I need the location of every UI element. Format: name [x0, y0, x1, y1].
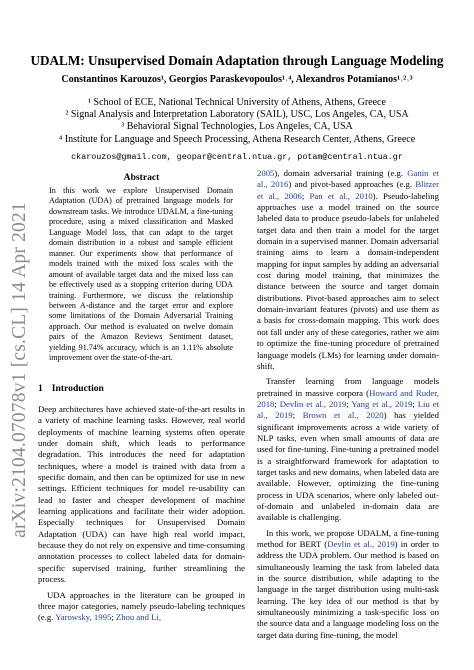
paragraph-text: ) in order to address the UDA problem. Our method is based on simultaneously learning the task from labeled data in the source distribution, while adapting to the language in the target distribution using multi-task learning. The key idea of our method is that by simultaneously minimizing a task-specific loss on the source data and a language modeling loss on the target data during fine-tuning, the model — [257, 539, 439, 640]
separator: ; — [412, 398, 418, 409]
arxiv-identifier: arXiv:2104.07078v1 [cs.CL] 14 Apr 2021 — [9, 202, 31, 538]
abstract-heading: Abstract — [123, 172, 160, 183]
affiliation: ¹ School of ECE, National Technical University of Athens, Athens, Greece — [88, 97, 386, 108]
introduction-right-column — [257, 168, 439, 641]
paragraph — [257, 376, 439, 523]
section-heading-introduction — [38, 383, 104, 394]
citation-link[interactable]: Howard and Ruder, 2018 — [257, 387, 439, 409]
separator: ; — [292, 410, 303, 421]
citation-link[interactable]: Devlin et al., 2019 — [327, 539, 395, 549]
separator: ; — [274, 398, 280, 409]
paragraph-text: ). Pseudo-labeling approaches use a model trained on the source labeled data to produce pseudo-labels for unlabeled target data and then train a model for the target domain in a supervised manner. Domain adversarial training aims to learn a domain-independent mapping for input samples by adding an adversarial cost during model training, that minimizes the distance between the source and target domain distributions. Pivot-based approaches aim to select domain-invariant features (pivots) and use them as a basis for cross-domain mapping. This work does not fall under any of these categories, rather we aim to optimize the fine-tuning procedure of pretrained language models (LMs) for learning under domain-shift. — [257, 190, 439, 371]
affiliation: ³ Behavioral Signal Technologies, Los Angeles, CA, USA — [121, 121, 353, 133]
citation-link[interactable]: Yang et al., 2019 — [351, 398, 413, 409]
separator: ; — [301, 190, 310, 201]
citation-link[interactable]: Devlin et al., 2019 — [279, 398, 347, 409]
citation-link[interactable]: 2005 — [257, 168, 275, 178]
citation-link[interactable]: Blitzer et al., 2006 — [257, 179, 439, 201]
paragraph-text: UDA approaches in the literature can be grouped in three major categories, namely pseudo-labeling techniques (e.g. — [38, 589, 245, 623]
paragraph-text: In this work, we propose UDALM, a fine-tuning method for BERT ( — [257, 527, 439, 549]
citation-link[interactable]: Liu et al., 2019 — [257, 398, 439, 421]
paragraph-text: ) has yielded significant improvements across a wide variety of NLP tasks, even when small amounts of data are used for fine-tuning. Fine-tuning a pretrained model is a straightforward framework for adaptation to target tasks and new domains, when labeled data are available. However, optimizing the fine-tuning process in UDA scenarios, where only labeled out-of-domain and unlabeled in-domain data are available is challenging. — [257, 410, 439, 523]
separator: ; — [111, 612, 116, 623]
citation-link[interactable]: Zhou and Li, — [115, 612, 162, 623]
arxiv-watermark — [3, 180, 37, 560]
author-emails: ckarouzos@gmail.com, geopar@central.ntua.gr, potam@central.ntua.gr — [71, 152, 403, 162]
paragraph — [257, 168, 439, 372]
paper-title: UDALM: Unsupervised Domain Adaptation through Language Modeling — [30, 53, 444, 68]
paragraph: Deep architectures have achieved state-of-the-art results in a variety of machine learning tasks. However, real world deployments of machine learning systems often operate under domain shift, which leads to performance degradation. This introduces the need for adaptation techniques, where a model is trained with data from a specific domain, and then can be optimized for use in new settings. Efficient techniques for model re-usability can lead to faster and cheaper development of machine learning applications and facilitate their wider adoption. Especially techniques for Unsupervised Domain Adaptation (UDA) can have high real world impact, because they do not rely on expensive and time-consuming annotation processes to collect labeled data for domain-specific supervised training, further streamlining the process. — [38, 404, 245, 585]
paragraph-text: Transfer learning from language models pretrained in massive corpora ( — [257, 376, 439, 398]
affiliation: ⁴ Institute for Language and Speech Processing, Athena Research Center, Athens, Greece — [58, 133, 416, 145]
abstract-body — [49, 186, 233, 364]
affiliation: ² Signal Analysis and Interpretation Laboratory (SAIL), USC, Los Angeles, CA, USA — [65, 109, 409, 121]
section-number: 1 — [38, 383, 43, 394]
paragraph — [257, 528, 439, 641]
affiliation-list — [0, 97, 474, 146]
citation-link[interactable]: Yarowsky, 1995 — [55, 612, 112, 623]
paragraph-text: ), domain adversarial training (e.g. — [274, 168, 408, 178]
abstract-text: In this work we explore Unsupervised Domain Adaptation (UDA) of pretrained language models for downstream tasks. We introduce UDALM, a fine-tuning procedure, using a mixed classification and Masked Language Model loss, that can adapt to the target domain distribution in a robust and sample efficient manner. Our experiments show that performance of models trained with the mixed loss scales with the amount of available target data and the mixed loss can be effectively used as a stopping criterion during UDA training. Furthermore, we discuss the relationship between A-distance and the target error and explore some limitations of the Domain Adversarial Training approach. Our method is evaluated on twelve domain pairs of the Amazon Reviews Sentiment dataset, yielding 91.74% accuracy, which is an 1.11% absolute improvement over the state-of-the-art. — [49, 186, 233, 363]
separator: ; — [346, 398, 352, 409]
author-list: Constantinos Karouzos¹, Georgios Paraskevopoulos¹˒⁴, Alexandros Potamianos¹˒²˒³ — [61, 74, 413, 85]
paragraph — [38, 590, 245, 624]
citation-link[interactable]: Pan et al., 2010 — [309, 190, 373, 201]
paragraph-text: ) and pivot-based approaches (e.g. — [288, 179, 416, 190]
citation-link[interactable]: Brown et al., 2020 — [302, 410, 384, 421]
introduction-left-column — [38, 404, 245, 624]
section-title: Introduction — [51, 383, 104, 394]
citation-link[interactable]: Ganin et al., 2016 — [257, 168, 439, 190]
